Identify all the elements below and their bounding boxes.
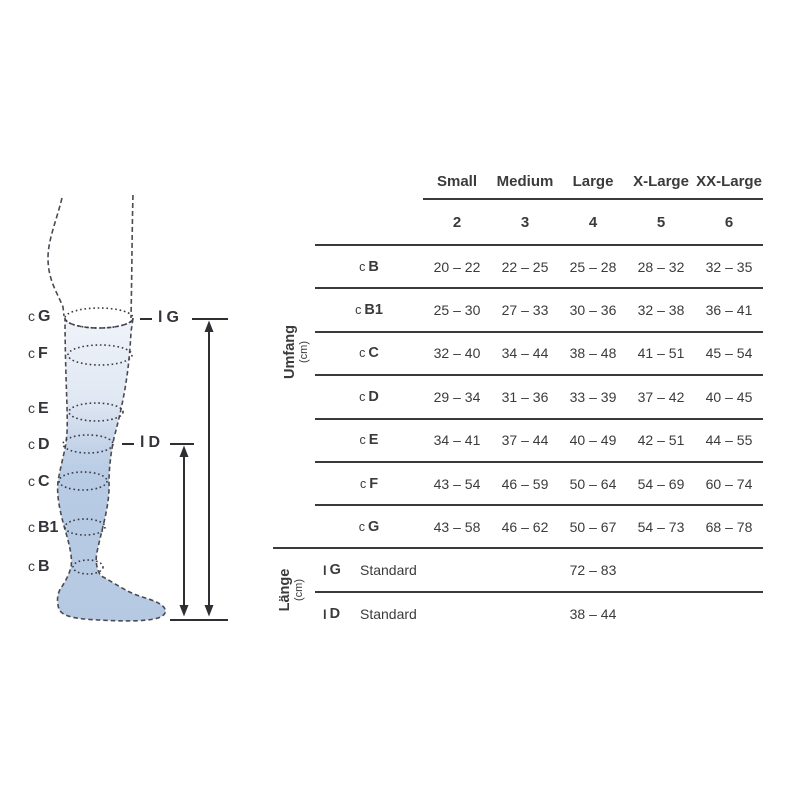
measure-label: c E [359,432,379,449]
leg-label-cB: c B [28,558,50,575]
leg-label-cB1: c B1 [28,519,59,536]
value-cell: 32 – 35 [705,258,753,275]
value-cell: 43 – 58 [433,519,481,536]
value-cell: 43 – 54 [433,475,481,492]
thigh-outline-right [131,195,133,318]
value-cell: 54 – 73 [637,519,685,536]
lG-arrowhead-up [205,321,214,333]
size-number: 4 [588,213,598,231]
value-cell: 46 – 59 [501,475,549,492]
value-cell: 29 – 34 [433,388,481,405]
value-cell: 41 – 51 [637,345,685,362]
table-row-cC [315,333,763,376]
table-row-cF [315,463,763,506]
size-number: 6 [724,213,734,231]
value-cell: 46 – 62 [501,519,549,536]
value-cell: 32 – 38 [637,302,685,319]
table-row-cG [315,506,763,547]
value-cell: 37 – 44 [501,432,549,449]
value-cell: 72 – 83 [569,562,617,578]
table-row-cD [315,376,763,419]
length-type: Standard [360,606,417,622]
table-row-lD [315,593,763,635]
value-cell: 34 – 44 [501,345,549,362]
leg-label-cG: c G [28,308,51,325]
value-cell: 27 – 33 [501,302,549,319]
size-name: Large [572,173,614,190]
size-number: 3 [520,213,530,231]
table-row-cE [315,420,763,463]
laenge-section [315,549,763,635]
laenge-axis-label: Länge (cm) [276,568,305,612]
size-name: Medium [496,173,554,190]
length-label-lG: l G [158,309,179,326]
lD-arrowhead-down [180,605,189,617]
table-row-lG [315,549,763,593]
leg-label-cC: c C [28,473,50,490]
size-number-header-row [423,200,763,244]
leg-label-cE: c E [28,400,49,417]
value-cell: 32 – 40 [433,345,481,362]
measure-label: c D [359,388,379,405]
value-cell: 31 – 36 [501,388,549,405]
leg-label-cD: c D [28,436,50,453]
measure-label: c G [358,519,380,536]
value-cell: 22 – 25 [501,258,549,275]
value-cell: 38 – 44 [569,606,617,622]
value-cell: 34 – 41 [433,432,481,449]
size-name-header-row [423,165,763,200]
lG-arrowhead-down [205,605,214,617]
size-number: 2 [452,213,462,231]
table-row-cB1 [315,289,763,332]
value-cell: 40 – 45 [705,388,753,405]
umfang-axis-label: Umfang (cm) [281,325,310,379]
value-cell: 40 – 49 [569,432,617,449]
value-cell: 42 – 51 [637,432,685,449]
measure-label: c B1 [355,302,383,319]
value-cell: 30 – 36 [569,302,617,319]
value-cell: 25 – 28 [569,258,617,275]
stocking-shape [58,318,166,621]
value-cell: 25 – 30 [433,302,481,319]
length-label-lD: l D [140,434,161,451]
value-cell: 54 – 69 [637,475,685,492]
value-cell: 60 – 74 [705,475,753,492]
measure-label: l G [323,562,341,578]
value-cell: 33 – 39 [569,388,617,405]
size-number: 5 [656,213,666,231]
measure-label: c B [359,258,379,275]
value-cell: 36 – 41 [705,302,753,319]
size-name: X-Large [633,173,689,190]
value-cell: 50 – 67 [569,519,617,536]
umfang-section [315,244,763,548]
thigh-outline-left [48,198,64,316]
value-cell: 37 – 42 [637,388,685,405]
measure-label: l D [323,606,341,622]
value-cell: 20 – 22 [433,258,481,275]
measure-label: c C [359,345,379,362]
size-name: Small [436,173,478,190]
value-cell: 45 – 54 [705,345,753,362]
lD-arrowhead-up [180,446,189,458]
table-row-cB [315,246,763,289]
value-cell: 50 – 64 [569,475,617,492]
value-cell: 28 – 32 [637,258,685,275]
value-cell: 68 – 78 [705,519,753,536]
value-cell: 44 – 55 [705,432,753,449]
length-type: Standard [360,562,417,578]
leg-label-cF: c F [28,345,48,362]
value-cell: 38 – 48 [569,345,617,362]
size-name: XX-Large [696,173,762,190]
measure-label: c F [359,475,379,492]
